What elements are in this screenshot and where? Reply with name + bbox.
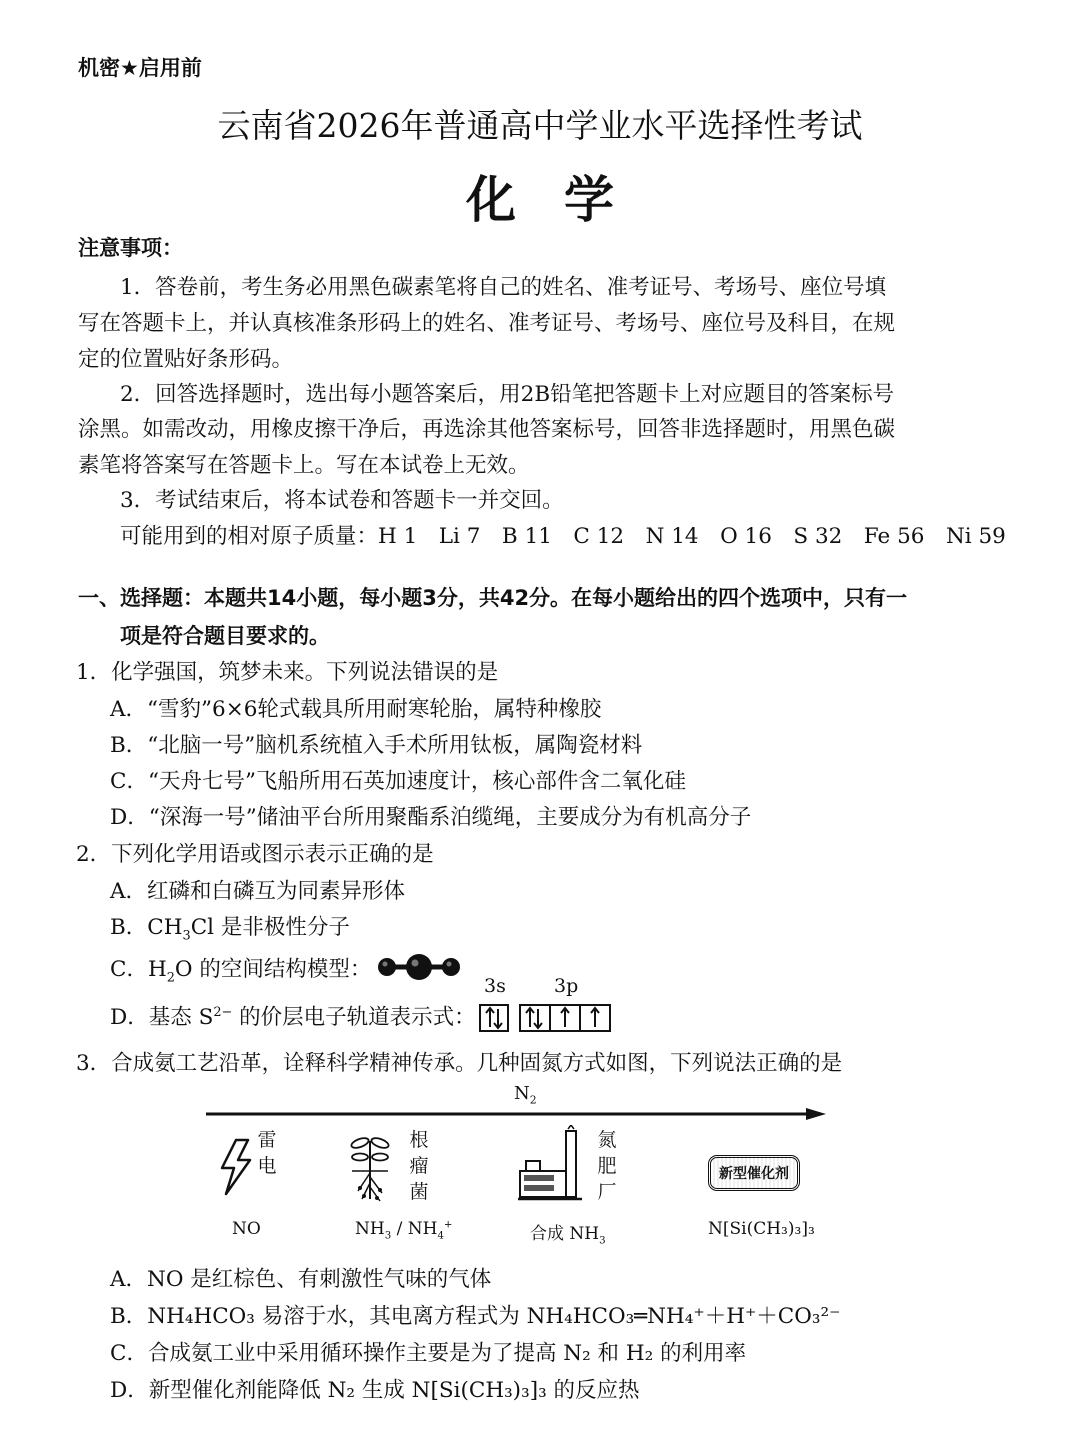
item-1-caption: NO [232,1219,261,1239]
subject-title: 化学 [466,170,662,229]
atomic-masses: 可能用到的相对原子质量：H 1 Li 7 B 11 C 12 N 14 O 16 S 32 Fe 56 Ni 59 [120,524,1006,549]
nitrogen-fixation-diagram [200,1083,840,1248]
notice-item-2-line-3: 素笔将答案写在答题卡上。写在本试卷上无效。 [78,453,530,478]
question-3-option-d: D．新型催化剂能降低 N₂ 生成 N[Si(CH₃)₃]₃ 的反应热 [110,1378,640,1403]
notice-item-2-line-1: 2．回答选择题时，选出每小题答案后，用2B铅笔把答题卡上对应题目的答案标号 [120,382,895,407]
question-3-option-b: B．NH₄HCO₃ 易溶于水，其电离方程式为 NH₄HCO₃═NH₄⁺＋H⁺＋CO₃²⁻ [110,1304,841,1329]
section-1-heading-line-2: 项是符合题目要求的。 [120,624,330,648]
water-molecule-model-icon [377,954,461,986]
orbital-boxes-icon [478,1003,618,1035]
orbital-3p-label: 3p [554,975,579,997]
new-catalyst-badge: 新型催化剂 [708,1155,800,1191]
diagram-arrow [200,1107,830,1121]
item-1-vertical-label: 雷 电 [257,1129,277,1177]
notice-item-3: 3．考试结束后，将本试卷和答题卡一并交回。 [120,488,564,513]
item-4-caption: N[Si(CH₃)₃]₃ [708,1219,815,1239]
question-1-option-c: C．“天舟七号”飞船所用石英加速度计，核心部件含二氧化硅 [110,769,686,794]
orbital-3s-label: 3s [484,975,506,997]
question-2-option-c: C．$H_2O$ 的空间结构模型： [110,952,461,986]
item-3-caption: 合成 $NH_3$ [530,1224,606,1247]
exam-title: 云南省2026年普通高中学业水平选择性考试 [217,106,863,145]
section-1-heading-line-1: 一、选择题：本题共14小题，每小题3分，共42分。在每小题给出的四个选项中，只有一 [78,586,908,610]
notice-item-2-line-2: 涂黑。如需改动，用橡皮擦干净后，再选涂其他答案标号，回答非选择题时，用黑色碳 [78,417,896,442]
diagram-arrow-label: $N_2$ [514,1083,537,1107]
root-nodule-plant-icon [350,1133,390,1203]
question-3-option-c: C．合成氨工业中采用循环操作主要是为了提高 N₂ 和 H₂ 的利用率 [110,1341,747,1366]
question-2-option-a: A．红磷和白磷互为同素异形体 [110,879,406,904]
question-1-option-d: D．“深海一号”储油平台所用聚酯系泊缆绳，主要成分为有机高分子 [110,805,752,830]
notice-item-1-line-1: 1．答卷前，考生务必用黑色碳素笔将自己的姓名、准考证号、考场号、座位号填 [120,275,887,300]
orbital-diagram [478,975,618,1035]
question-2-option-b: B．$CH_3Cl$ 是非极性分子 [110,915,350,944]
question-3-stem: 3．合成氨工艺沿革，诠释科学精神传承。几种固氮方式如图，下列说法正确的是 [76,1051,843,1076]
question-3-option-a: A．NO 是红棕色、有刺激性气味的气体 [110,1267,492,1292]
question-1-option-a: A．“雪豹”6×6轮式载具所用耐寒轮胎，属特种橡胶 [110,697,602,722]
question-1-stem: 1．化学强国，筑梦未来。下列说法错误的是 [76,660,499,685]
question-1-option-b: B．“北脑一号”脑机系统植入手术所用钛板，属陶瓷材料 [110,733,643,758]
lightning-icon [218,1138,254,1198]
confidential-label: 机密★启用前 [78,56,202,80]
factory-icon [518,1125,582,1205]
notice-item-1-line-2: 写在答题卡上，并认真核准条形码上的姓名、准考证号、考场号、座位号及科目，在规 [78,311,896,336]
question-2-option-d: D．基态 $S^{2-}$ 的价层电子轨道表示式： [110,1004,476,1030]
item-3-vertical-label: 氮 肥 厂 [597,1129,617,1203]
item-2-caption: $NH_3 / NH_4^+$ [355,1219,453,1242]
question-2-stem: 2．下列化学用语或图示表示正确的是 [76,842,434,867]
notice-heading: 注意事项： [78,236,183,260]
item-2-vertical-label: 根 瘤 菌 [409,1129,429,1203]
notice-item-1-line-3: 定的位置贴好条形码。 [78,347,294,372]
